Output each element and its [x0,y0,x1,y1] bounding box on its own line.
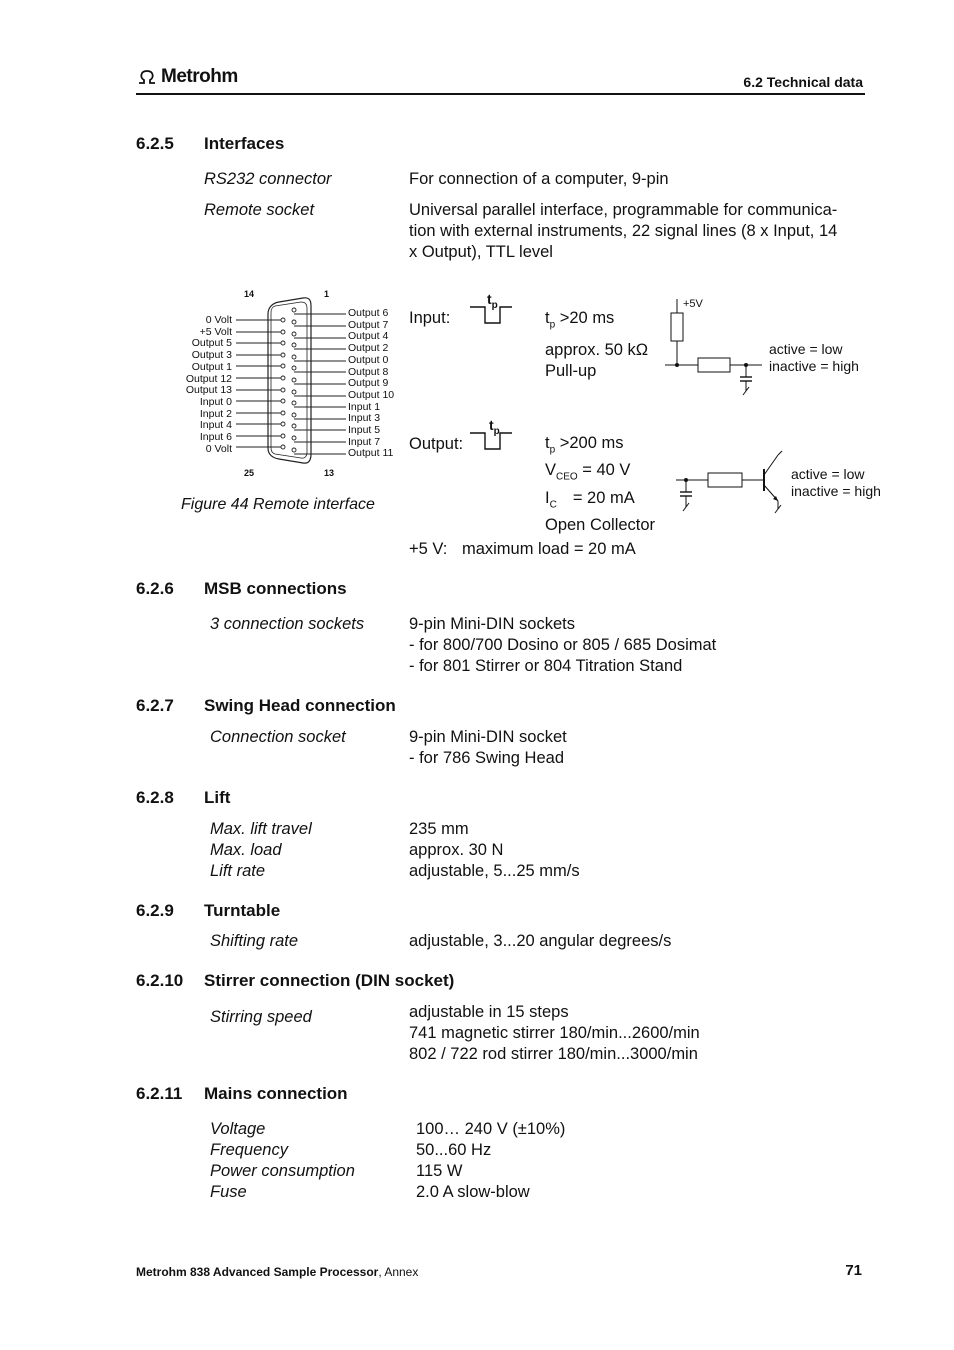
pin-14-label: 14 [244,289,255,299]
swing-line: - for 786 Swing Head [409,749,565,767]
lift-label: Max. load [210,841,282,859]
figure-caption: Figure 44 Remote interface [181,496,375,513]
input-pullup: Pull-up [545,362,597,381]
section-stirrer-heading [136,971,454,991]
stirrer-line: 802 / 722 rod stirrer 180/min...3000/min [409,1045,698,1063]
active-level: active = low [769,341,843,357]
remote-value-line: tion with external instruments, 22 signal lines (8 x Input, 14 [409,222,838,240]
max-load-label: +5 V: [409,540,448,558]
vceo-value: = 40 V [577,461,631,480]
footer-product: Metrohm 838 Advanced Sample Processor [136,1265,379,1279]
lift-label: Max. lift travel [210,820,312,838]
tp-value: >200 ms [555,434,624,452]
remote-connector-diagram [176,284,406,484]
section-number: 6.2.7 [136,696,174,715]
pin-label: Output 0 [348,353,389,366]
pin-label: 0 Volt [205,442,232,455]
mains-value: 2.0 A slow-blow [416,1183,530,1201]
pin-label: 0 Volt [205,314,232,326]
section-number: 6.2.8 [136,788,174,807]
remote-value-line: x Output), TTL level [409,243,553,261]
pin-label: Output 1 [191,360,232,373]
mains-value: 100… 240 V (±10%) [416,1120,566,1138]
pulse-subscript: p [491,299,498,311]
output-pulse-diagram [470,416,520,452]
max-load-line [409,539,636,560]
lift-values [409,819,580,882]
swing-values [409,727,567,769]
input-spec-values [545,308,648,382]
tp-value: >20 ms [555,309,615,327]
output-vceo [545,460,655,487]
output-circuit-diagram [672,447,790,517]
header-rule [136,93,865,95]
section-title: MSB connections [204,579,347,598]
pin-label: Output 12 [185,372,232,385]
open-collector-circuit-icon [672,447,790,517]
section-interfaces-heading [136,134,284,154]
msb-line: 9-pin Mini-DIN sockets [409,615,575,633]
input-pulse-diagram [470,290,520,326]
section-number: 6.2.11 [136,1084,183,1103]
output-spec-values [545,433,655,536]
remote-label: Remote socket [204,201,315,219]
pin-13-label: 13 [324,468,335,478]
pulse-label [489,417,500,437]
omega-logo-icon [136,68,158,84]
pin-label: Input 6 [199,431,232,444]
tp-subscript: p [549,319,556,331]
footer-suffix: , Annex [378,1265,419,1279]
mains-value: 115 W [416,1162,463,1180]
mains-label: Fuse [210,1183,247,1201]
remote-value-line: Universal parallel interface, programmable for communica- [409,201,838,219]
rs232-label: RS232 connector [204,170,332,188]
vceo-subscript: CEO [556,471,578,483]
mains-values [416,1119,565,1203]
section-number: 6.2.9 [136,901,174,920]
input-logic-levels [769,341,859,375]
section-header: 6.2 Technical data [743,74,863,90]
stirrer-label: Stirring speed [210,1008,312,1026]
ic-subscript: C [549,498,557,510]
section-title: Lift [204,788,231,807]
inactive-level: inactive = high [769,358,859,374]
pin-label: Input 3 [348,412,381,425]
lift-value: adjustable, 5...25 mm/s [409,862,580,880]
output-ic [545,488,655,515]
swing-label: Connection socket [210,728,346,746]
msb-line: - for 801 Stirrer or 804 Titration Stand [409,657,683,675]
metrohm-logo [136,66,238,88]
section-mains-heading [136,1084,348,1104]
vceo-symbol: V [545,461,557,480]
remote-value [409,200,837,263]
output-tp [545,433,655,460]
pin-label: Input 5 [348,424,381,437]
input-label: Input: [409,309,451,327]
msb-label: 3 connection sockets [210,615,365,633]
pin-left-labels [132,315,232,455]
lift-label: Lift rate [210,862,266,880]
section-title: Mains connection [204,1084,348,1103]
pin-label: Input 2 [199,407,232,420]
pin-label: Output 3 [191,349,232,362]
pin-label: Input 7 [348,435,381,448]
pin-label: Output 11 [348,447,394,460]
section-number: 6.2.6 [136,579,174,598]
mains-label: Voltage [210,1120,266,1138]
footer-title [136,1265,418,1279]
ic-symbol: I [545,488,550,507]
msb-line: - for 800/700 Dosino or 805 / 685 Dosimat [409,636,717,654]
ic-value: = 20 mA [572,488,635,507]
pin-right-labels [348,308,394,460]
supply-label: +5V [683,298,703,310]
output-label: Output: [409,435,464,453]
pin-label: Input 4 [199,419,232,432]
mains-value: 50...60 Hz [416,1141,492,1159]
section-msb-heading [136,579,347,599]
tp-symbol: t [545,434,550,452]
pulse-symbol: t [489,417,494,433]
section-lift-heading [136,788,230,808]
pin-label: Input 0 [199,395,232,408]
pin-label: Output 13 [185,384,232,397]
section-number: 6.2.5 [136,134,174,153]
tp-subscript: p [549,444,556,456]
mains-label: Power consumption [210,1162,355,1180]
section-number: 6.2.10 [136,971,184,990]
pulse-subscript: p [493,425,500,437]
swing-line: 9-pin Mini-DIN socket [409,728,567,746]
tp-symbol: t [545,309,550,327]
stirrer-values [409,1002,700,1065]
page-number: 71 [845,1262,862,1279]
active-level: active = low [791,466,865,482]
lift-labels [210,819,312,882]
lift-value: 235 mm [409,820,469,838]
section-title: Swing Head connection [204,696,396,715]
turntable-label: Shifting rate [210,932,299,950]
output-logic-levels [791,466,881,500]
pulse-label [487,291,498,311]
msb-values [409,614,716,677]
section-turntable-heading [136,901,280,921]
pin-label: Input 1 [348,400,381,413]
stirrer-line: adjustable in 15 steps [409,1003,569,1021]
section-title: Interfaces [204,134,285,153]
section-swing-heading [136,696,396,716]
pin-label: Output 7 [348,318,389,331]
section-title: Stirrer connection (DIN socket) [204,971,455,990]
turntable-value: adjustable, 3...20 angular degrees/s [409,932,672,950]
pulse-symbol: t [487,291,492,307]
pin-label: +5 Volt [199,325,232,338]
section-title: Turntable [204,901,281,920]
mains-label: Frequency [210,1141,288,1159]
inactive-level: inactive = high [791,483,881,499]
output-collector: Open Collector [545,515,656,534]
input-resistance: approx. 50 kΩ [545,341,649,360]
input-tp [545,308,648,335]
pullup-circuit-icon [660,295,770,400]
pin-label: Output 5 [191,337,232,350]
pin-25-label: 25 [244,468,255,478]
pin-label: Output 2 [348,342,389,355]
pin-label: Output 8 [348,365,389,378]
input-circuit-diagram [660,295,770,400]
pin-label: Output 10 [348,388,395,401]
pin-label: Output 4 [348,330,389,343]
pin-label: Output 9 [348,377,389,390]
max-load-value: maximum load = 20 mA [461,540,636,558]
pin-1-label: 1 [324,289,330,299]
rs232-value: For connection of a computer, 9-pin [409,170,669,188]
lift-value: approx. 30 N [409,841,504,859]
stirrer-line: 741 magnetic stirrer 180/min...2600/min [409,1024,700,1042]
pin-label: Output 6 [348,307,389,319]
brand-name: Metrohm [161,66,238,87]
mains-labels [210,1119,355,1203]
